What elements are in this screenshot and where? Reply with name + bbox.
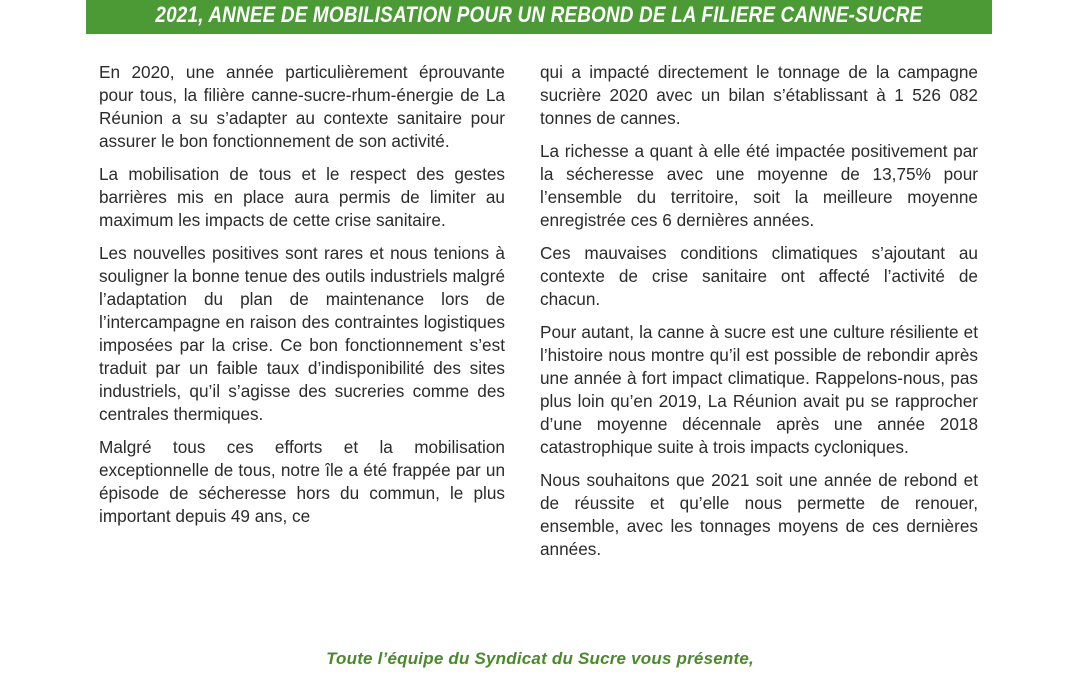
closing-line: Toute l’équipe du Syndicat du Sucre vous présente, bbox=[326, 649, 754, 668]
right-column bbox=[540, 61, 978, 571]
paragraph-richesse: La richesse a quant à elle été impactée positivement par la sécheresse avec une moyenne de 13,75% pour l’ensemble du territoire, soit la meilleure moyenne enregistrée ces 6 dernières années. bbox=[540, 141, 978, 230]
paragraph-climate-conditions: Ces mauvaises conditions climatiques s’ajoutant au contexte de crise sanitaire ont affecté l’activité de chacun. bbox=[540, 243, 978, 309]
left-column bbox=[99, 61, 505, 538]
paragraph-wishes-2021: Nous souhaitons que 2021 soit une année de rebond et de réussite et qu’elle nous permette de renouer, ensemble, avec les tonnages moyens de ces dernières années. bbox=[540, 470, 978, 559]
paragraph-industrial-tools: Les nouvelles positives sont rares et nous tenions à souligner la bonne tenue des outils industriels malgré l’adaptation du plan de maintenance lors de l’intercampagne en raison des contraintes logistiques imposées par la crise. Ce bon fonctionnement s’est traduit par un faible taux d’indisponibilité des sites industriels, qu’il s’agisse des sucreries comme des centrales thermiques. bbox=[99, 243, 505, 424]
page-title: 2021, ANNEE DE MOBILISATION POUR UN REBOND DE LA FILIERE CANNE-SUCRE bbox=[155, 2, 923, 27]
title-banner bbox=[86, 0, 992, 34]
paragraph-intro: En 2020, une année particulièrement éprouvante pour tous, la filière canne-sucre-rhum-énergie de La Réunion a su s’adapter au contexte sanitaire pour assurer le bon fonctionnement de son activité. bbox=[99, 62, 505, 151]
paragraph-drought: Malgré tous ces efforts et la mobilisation exceptionnelle de tous, notre île a été frappée par un épisode de sécheresse hors du commun, le plus important depuis 49 ans, ce bbox=[99, 437, 505, 526]
paragraph-tonnage: qui a impacté directement le tonnage de la campagne sucrière 2020 avec un bilan s’établissant à 1 526 082 tonnes de cannes. bbox=[540, 62, 978, 128]
paragraph-mobilisation: La mobilisation de tous et le respect des gestes barrières mis en place aura permis de limiter au maximum les impacts de cette crise sanitaire. bbox=[99, 164, 505, 230]
paragraph-resilience: Pour autant, la canne à sucre est une culture résiliente et l’histoire nous montre qu’il est possible de rebondir après une année à fort impact climatique. Rappelons-nous, pas plus loin qu’en 2019, La Réunion avait pu se rapprocher d’une moyenne décennale après une année 2018 catastrophique suite à trois impacts cycloniques. bbox=[540, 322, 978, 457]
